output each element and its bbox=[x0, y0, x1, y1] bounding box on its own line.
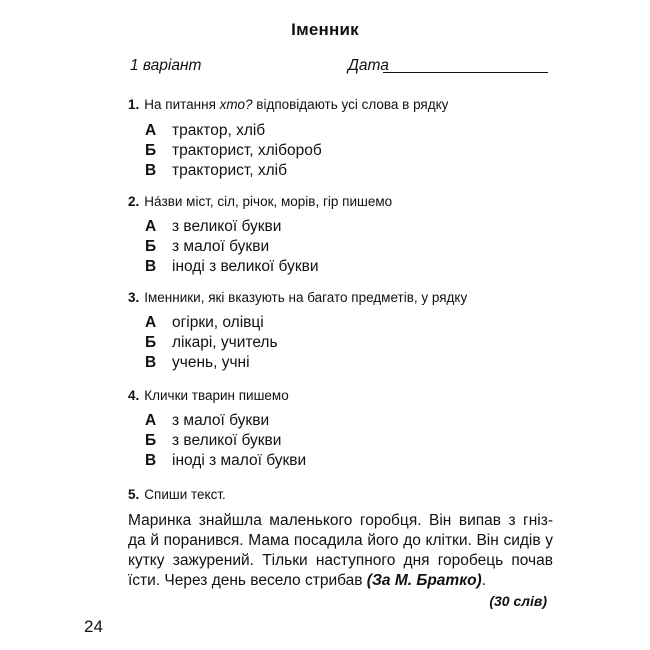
option-text: огірки, олівці bbox=[172, 314, 264, 331]
passage-end: . bbox=[481, 572, 487, 589]
date-label: Дата bbox=[348, 57, 389, 74]
option-1a[interactable] bbox=[145, 122, 265, 140]
option-letter: В bbox=[145, 258, 157, 275]
option-text: трактор, хліб bbox=[172, 122, 266, 139]
question-2 bbox=[128, 194, 392, 209]
option-4c[interactable] bbox=[145, 452, 306, 470]
question-text: відповідають усі слова в рядку bbox=[252, 97, 449, 112]
passage-line: да й поранився. Мама посадила його до клітки. Він сидів у bbox=[128, 532, 553, 549]
question-number: 2. bbox=[128, 194, 140, 209]
question-number: 4. bbox=[128, 388, 140, 403]
question-text: Нáзви міст, сіл, річок, морів, гір пишемо bbox=[144, 194, 393, 209]
question-text: Іменники, які вказують на багато предметів, у рядку bbox=[144, 290, 468, 305]
option-1c[interactable] bbox=[145, 162, 287, 180]
option-letter: А bbox=[145, 412, 157, 429]
option-4a[interactable] bbox=[145, 412, 269, 430]
option-text: з великої букви bbox=[172, 218, 282, 235]
option-letter: Б bbox=[145, 142, 157, 159]
option-letter: А bbox=[145, 122, 157, 139]
question-number: 1. bbox=[128, 97, 140, 112]
option-text: з малої букви bbox=[172, 412, 270, 429]
option-text: тракторист, хліб bbox=[172, 162, 287, 179]
option-letter: Б bbox=[145, 334, 157, 351]
page-number: 24 bbox=[84, 617, 103, 636]
option-text: лікарі, учитель bbox=[172, 334, 278, 351]
option-letter: А bbox=[145, 218, 157, 235]
option-letter: В bbox=[145, 354, 157, 371]
question-5 bbox=[128, 487, 226, 502]
option-letter: А bbox=[145, 314, 157, 331]
option-letter: Б bbox=[145, 238, 157, 255]
variant-label: 1 варіант bbox=[130, 57, 202, 74]
option-2b[interactable] bbox=[145, 238, 269, 256]
option-text: з малої букви bbox=[172, 238, 270, 255]
question-3 bbox=[128, 290, 467, 305]
passage-text bbox=[128, 511, 553, 591]
option-text: тракторист, хлібороб bbox=[172, 142, 322, 159]
option-letter: В bbox=[145, 452, 157, 469]
question-number: 3. bbox=[128, 290, 140, 305]
question-text-italic: хто? bbox=[219, 97, 253, 112]
option-2c[interactable] bbox=[145, 258, 319, 276]
passage-line: Маринка знайшла маленького горобця. Він випав з гніз- bbox=[128, 512, 553, 529]
option-text: іноді з великої букви bbox=[172, 258, 319, 275]
option-3c[interactable] bbox=[145, 354, 250, 372]
word-count: (30 слів) bbox=[489, 593, 547, 609]
option-3b[interactable] bbox=[145, 334, 278, 352]
option-4b[interactable] bbox=[145, 432, 281, 450]
option-3a[interactable] bbox=[145, 314, 264, 332]
option-2a[interactable] bbox=[145, 218, 281, 236]
passage-line: кутку зажурений. Тільки наступного дня горобець почав bbox=[128, 552, 553, 569]
option-text: іноді з малої букви bbox=[172, 452, 307, 469]
question-4 bbox=[128, 388, 289, 403]
passage-line-last bbox=[128, 571, 553, 591]
question-text: На питання bbox=[144, 97, 220, 112]
date-blank-line[interactable] bbox=[383, 72, 548, 73]
question-1 bbox=[128, 97, 448, 112]
question-text: Клички тварин пишемо bbox=[144, 388, 289, 403]
passage-source: (За М. Братко) bbox=[366, 572, 482, 589]
option-text: з великої букви bbox=[172, 432, 282, 449]
option-letter: В bbox=[145, 162, 157, 179]
option-text: учень, учні bbox=[172, 354, 250, 371]
question-number: 5. bbox=[128, 487, 140, 502]
passage-line-text: їсти. Через день весело стрибав bbox=[128, 572, 367, 589]
option-1b[interactable] bbox=[145, 142, 322, 160]
question-text: Спиши текст. bbox=[144, 487, 226, 502]
option-letter: Б bbox=[145, 432, 157, 449]
page-title: Іменник bbox=[291, 20, 359, 39]
